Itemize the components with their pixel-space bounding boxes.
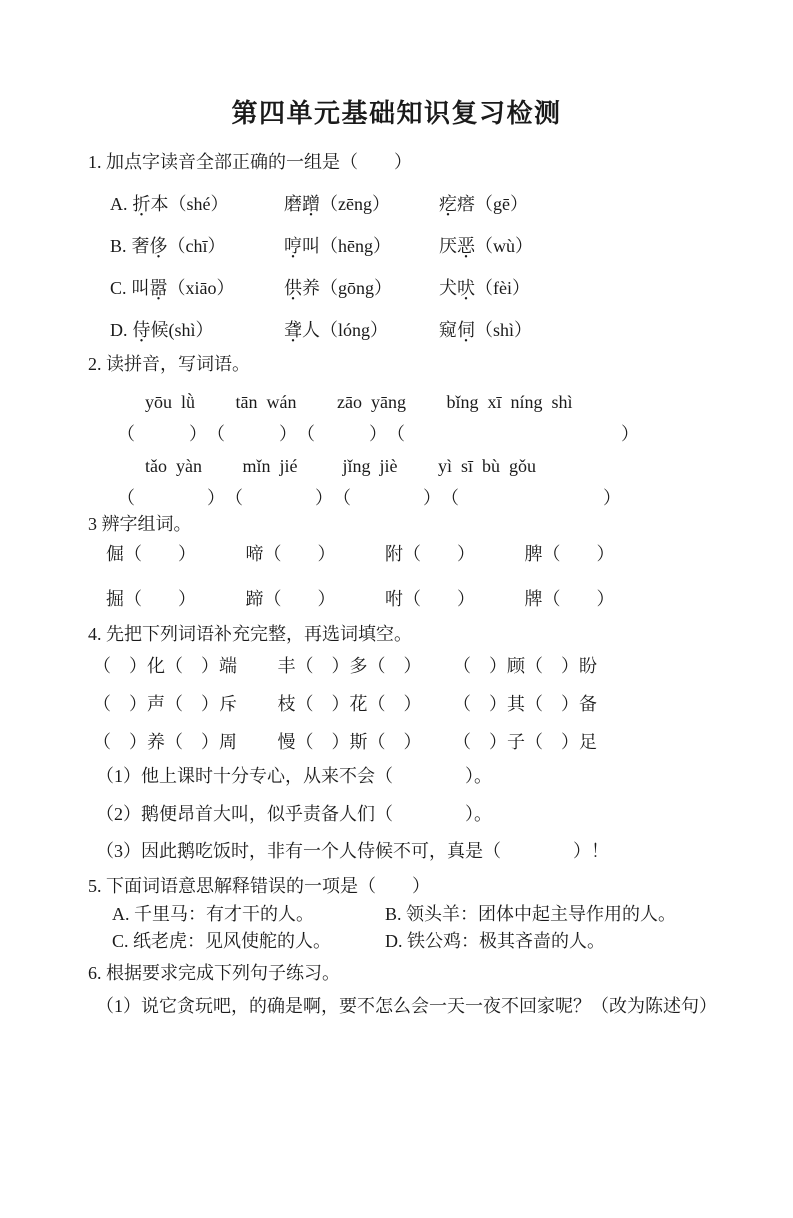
q2-pinyin-row2: tǎo yàn mǐn jié jǐng jiè yì sī bù gǒu — [145, 456, 536, 476]
q5-option-d: D. 铁公鸡：极其吝啬的人。 — [385, 931, 605, 951]
word-post: 候 — [150, 320, 169, 340]
q1-c-word3 — [439, 276, 793, 300]
q1-b-word3 — [439, 234, 793, 258]
q5-option-b: B. 领头羊：团体中起主导作用的人。 — [385, 904, 677, 924]
dotted-char: 伺 — [457, 320, 475, 340]
q1-b-word1 — [110, 234, 284, 258]
pinyin-label: （gōng） — [320, 278, 392, 298]
q1-option-c — [110, 276, 793, 300]
q1-a-word3 — [439, 192, 793, 216]
q1-a-word2 — [284, 192, 439, 216]
q1-a-word1 — [110, 192, 284, 216]
q5-options-row2 — [112, 929, 793, 953]
dotted-char: 哼 — [284, 236, 302, 256]
q1-d-word2 — [284, 318, 439, 342]
q1-c-word2 — [284, 276, 439, 300]
worksheet-page — [0, 96, 793, 1218]
word-post: 人 — [302, 320, 320, 340]
word-post: 瘩 — [457, 194, 475, 214]
dotted-char: 疙 — [439, 194, 457, 214]
dotted-char: 侈 — [149, 236, 168, 256]
word-pre: 叫 — [131, 278, 150, 298]
q5-options-row1 — [112, 902, 793, 926]
q3-heading: 3 辨字组词。 — [88, 514, 192, 534]
word-post: 养 — [302, 278, 320, 298]
q5-heading: 5. 下面词语意思解释错误的一项是（ ） — [88, 876, 430, 896]
dotted-char: 蹭 — [302, 194, 320, 214]
pinyin-label: （hēng） — [320, 236, 391, 256]
option-label: D. — [110, 320, 128, 340]
dotted-char: 折 — [132, 194, 151, 214]
q1-d-word1 — [110, 318, 284, 342]
dotted-char: 供 — [284, 278, 302, 298]
pinyin-label: （fèi） — [475, 278, 530, 298]
pinyin-label: （shé） — [168, 194, 229, 214]
dotted-char: 嚣 — [149, 278, 168, 298]
word-pre: 磨 — [284, 194, 302, 214]
pinyin-label: （shì） — [475, 320, 533, 340]
pinyin-label: （lóng） — [320, 320, 389, 340]
word-pre: 奢 — [131, 236, 150, 256]
q6-heading: 6. 根据要求完成下列句子练习。 — [88, 963, 340, 983]
option-label: A. — [110, 194, 128, 214]
q6-subitem-1: （1）说它贪玩吧，的确是啊，要不怎么会一天一夜不回家呢？（改为陈述句） — [96, 996, 717, 1016]
q1-option-d — [110, 318, 793, 342]
option-label: B. — [110, 236, 127, 256]
q1-option-b — [110, 234, 793, 258]
word-pre: 犬 — [439, 278, 457, 298]
dotted-char: 恶 — [457, 236, 475, 256]
pinyin-label: (shì） — [168, 320, 214, 340]
q1-c-word1 — [110, 276, 284, 300]
q2-pinyin-row1: yōu lǜ tān wán zāo yāng bǐng xī níng shì — [145, 392, 573, 412]
q4-idiom-row1: （ ）化（ ）端 丰（ ）多（ ） （ ）顾（ ）盼 — [93, 656, 597, 676]
q4-idiom-row2: （ ）声（ ）斥 枝（ ）花（ ） （ ）其（ ）备 — [93, 694, 597, 714]
dotted-char: 聋 — [284, 320, 302, 340]
q3-row1: 倔（ ） 啼（ ） 附（ ） 脾（ ） — [106, 544, 615, 564]
q4-heading: 4. 先把下列词语补充完整，再选词填空。 — [88, 624, 412, 644]
q1-option-a — [110, 192, 793, 216]
q1-heading: 1. 加点字读音全部正确的一组是（ ） — [88, 152, 412, 172]
pinyin-label: （xiāo） — [167, 278, 235, 298]
q1-b-word2 — [284, 234, 439, 258]
word-post: 本 — [150, 194, 169, 214]
word-pre: 窥 — [439, 320, 457, 340]
q3-row2: 掘（ ） 蹄（ ） 咐（ ） 牌（ ） — [106, 589, 615, 609]
q2-heading: 2. 读拼音，写词语。 — [88, 354, 250, 374]
q4-subitem-1: （1）他上课时十分专心，从来不会（ ）。 — [96, 766, 492, 786]
q5-option-c: C. 纸老虎：见风使舵的人。 — [112, 931, 332, 951]
pinyin-label: （gē） — [475, 194, 528, 214]
pinyin-label: （chī） — [167, 236, 226, 256]
q4-subitem-3: （3）因此鹅吃饭时，非有一个人侍候不可，真是（ ）！ — [96, 841, 609, 861]
pinyin-label: （zēng） — [320, 194, 390, 214]
dotted-char: 吠 — [457, 278, 475, 298]
word-post: 叫 — [302, 236, 320, 256]
q1-d-word3 — [439, 318, 793, 342]
word-pre: 厌 — [439, 236, 457, 256]
page-title: 第四单元基础知识复习检测 — [231, 99, 562, 128]
q4-subitem-2: （2）鹅便昂首大叫，似乎责备人们（ ）。 — [96, 804, 492, 824]
q2-blanks-row2: （ ） （ ） （ ） （ ） — [117, 488, 621, 508]
q5-option-a: A. 千里马：有才干的人。 — [112, 904, 314, 924]
q4-idiom-row3: （ ）养（ ）周 慢（ ）斯（ ） （ ）子（ ）足 — [93, 732, 597, 752]
q2-blanks-row1: （ ） （ ） （ ） （ ） — [117, 424, 639, 444]
option-label: C. — [110, 278, 127, 298]
dotted-char: 侍 — [132, 320, 151, 340]
pinyin-label: （wù） — [475, 236, 533, 256]
